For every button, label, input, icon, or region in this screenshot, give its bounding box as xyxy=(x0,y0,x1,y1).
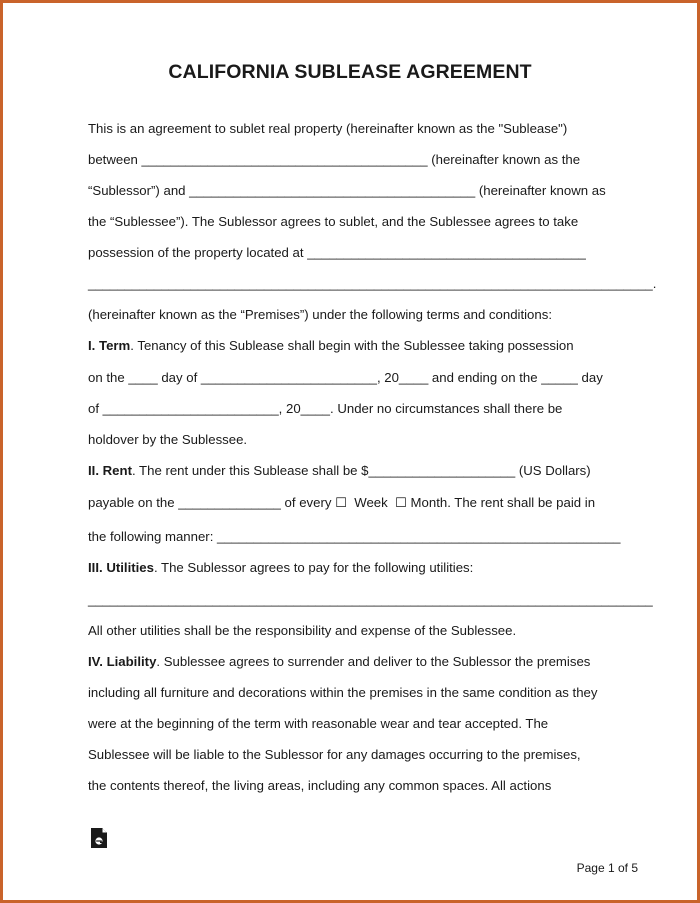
utilities-heading: III. Utilities xyxy=(88,560,154,575)
term-line-3: of ________________________, 20____. Under no circumstances shall there be xyxy=(88,401,563,416)
liability-text: . Sublessee agrees to surrender and deliver to the Sublessor the premises xyxy=(156,654,591,669)
rent-heading: II. Rent xyxy=(88,463,132,478)
rent-line-3: the following manner: _______________________________________________________ xyxy=(88,529,621,544)
term-line-1 xyxy=(88,337,618,355)
liability-line-4: Sublessee will be liable to the Sublessor for any damages occurring to the premises, xyxy=(88,747,581,762)
page-number: Page 1 of 5 xyxy=(576,861,638,875)
document-title: CALIFORNIA SUBLEASE AGREEMENT xyxy=(168,61,532,83)
rent-line-2: payable on the ______________ of every ☐ Week ☐ Month. The rent shall be paid in xyxy=(88,495,596,510)
liability-line-3: were at the beginning of the term with reasonable wear and tear accepted. The xyxy=(88,716,549,731)
liability-line-1 xyxy=(88,653,618,671)
utilities-line-3: All other utilities shall be the responsibility and expense of the Sublessee. xyxy=(88,623,517,638)
liability-heading: IV. Liability xyxy=(88,654,157,669)
intro-line-3: “Sublessor”) and _______________________________________ (hereinafter known as xyxy=(88,183,606,198)
term-line-4: holdover by the Sublessee. xyxy=(88,432,248,447)
utilities-text: . The Sublessor agrees to pay for the following utilities: xyxy=(153,560,474,575)
eforms-document-icon xyxy=(90,827,108,849)
intro-line-5: possession of the property located at ______________________________________ xyxy=(88,245,586,260)
document-page xyxy=(3,3,697,900)
rent-text: . The rent under this Sublease shall be $____________________ (US Dollars) xyxy=(131,463,591,478)
intro-line-2: between _______________________________________ (hereinafter known as the xyxy=(88,152,581,167)
term-text: . Tenancy of this Sublease shall begin with the Sublessee taking possession xyxy=(130,338,574,353)
utilities-line-2: _____________________________________________________________________________ xyxy=(88,592,653,607)
term-line-2: on the ____ day of ________________________, 20____ and ending on the _____ day xyxy=(88,370,603,385)
intro-line-1: This is an agreement to sublet real property (hereinafter known as the "Sublease") xyxy=(88,121,568,136)
term-heading: I. Term xyxy=(88,338,131,353)
intro-line-4: the “Sublessee”). The Sublessor agrees to sublet, and the Sublessee agrees to take xyxy=(88,214,579,229)
intro-line-7: (hereinafter known as the “Premises”) under the following terms and conditions: xyxy=(88,307,552,322)
liability-line-5: the contents thereof, the living areas, including any common spaces. All actions xyxy=(88,778,552,793)
intro-line-6: _____________________________________________________________________________. xyxy=(88,276,657,291)
utilities-line-1 xyxy=(88,559,618,577)
rent-line-1 xyxy=(88,462,618,480)
liability-line-2: including all furniture and decorations within the premises in the same condition as they xyxy=(88,685,598,700)
